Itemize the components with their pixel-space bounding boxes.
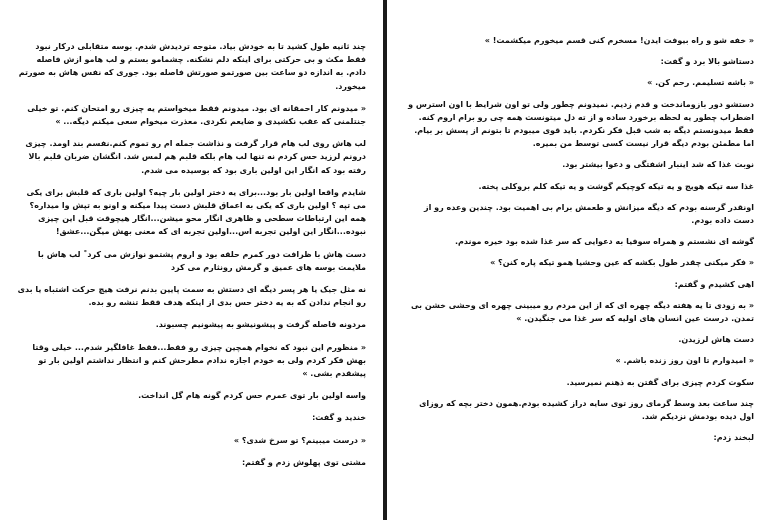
paragraph: نوبت غذا که شد اینبار اشفتگی و دعوا بیشتر بود. <box>562 160 754 170</box>
paragraph: دست هاش با ظرافت دور کمرم حلقه بود و اروم پشتمو نوازش می کرد˚ لب هاش با ملایمت بوسه های عمیق و گرمش رونثارم می کرد <box>37 249 366 272</box>
paragraph: مردونه فاصله گرفت و پیشونیشو به پیشونیم چسبوند. <box>155 320 366 330</box>
paragraph: لب هاش روی لب هام قرار گرفت و نذاشت جمله ام رو تموم کنم.نفسم بند اومد. چیزی درونم لرزید حس کردم نه تنها لب هام بلکه قلبم هم لمس شد. انگشان ضربان قلبم بالا رفته بود که انگار این اولین باری بود که بوسیده می شدم. <box>25 139 366 175</box>
paragraph: « درست میبینم؟ تو سرخ شدی؟ » <box>233 435 366 445</box>
page-divider <box>383 0 387 520</box>
paragraph: غذا سه تیکه هویج و یه تیکه کوچیکم گوشت و یه تیکه کلم بروکلی پخته. <box>478 181 754 191</box>
right-page <box>388 0 768 520</box>
paragraph: اونقدر گرسنه بودم که دیگه میزانش و طعمش برام بی اهمیت بود. چندین وعده رو از دست داده بودم. <box>424 202 754 226</box>
paragraph: « باشه تسلیمم. رحم کن. » <box>647 78 754 88</box>
paragraph: دستاشو بالا برد و گفت: <box>660 57 754 67</box>
paragraph: چند ساعت بعد وسط گرمای روز توی سایه دراز کشیده بودم.همون دختر بچه که روزای اول دیده بودمش نزدیکم شد. <box>419 398 754 422</box>
paragraph: « خفه شو و راه بیوفت ایدن! مسخرم کنی قسم میخورم میکشمت! » <box>484 36 754 45</box>
paragraph: لبخند زدم: <box>713 433 754 443</box>
paragraph: مشتی توی پهلوش زدم و گفتم: <box>241 457 366 467</box>
paragraph: « منظورم این نبود که نخوام همچین چیزی رو فقط...فقط غافلگیر شدم... خیلی وقتا بهش فکر کردم ولی به خودم اجازه ندادم مطرحش کنم و انتظار نداشتم اولین بار تو پیشقدم بشی. » <box>32 342 366 379</box>
paragraph: « به زودی تا یه هفته دیگه چهره ای که از این مردم رو میبینی چهره ای وحشی خشن بی تمدن. درست عین انسان های اولیه که سر غذا می جنگیدن. » <box>410 300 754 324</box>
paragraph: اهی کشیدم و گفتم: <box>674 279 754 289</box>
paragraph: « میدونم کار احمقانه ای بود. میدونم فقط میخواستم یه چیزی رو امتحان کنم. تو خیلی جنتلمنی که عقب نکشیدی و ضایعم نکردی. معذرت میخوام سعی میکنم دیگه... » <box>27 103 366 127</box>
paragraph: « امیدوارم تا اون روز زنده باشم. » <box>615 356 754 366</box>
paragraph: « فکر میکنی چقدر طول بکشه که عین وحشیا همو تیکه پاره کنن؟ » <box>490 258 754 268</box>
paragraph: چند ثانیه طول کشید تا به خودش بیاد. متوجه تردیدش شدم. بوسه متقابلی درکار نبود فقط مکث و بی حرکتی برای اینکه دلم نشکنه. چشمامو بستم و لب هامو ازش فاصله دادم. به اندازه دو ساعت بین صورتمو صورتش فاصله بود. جوری که نفس هاش به صورتم میخورد. <box>18 42 366 91</box>
paragraph: خندید و گفت: <box>312 413 366 423</box>
paragraph: گوشه ای نشستم و همراه سوفیا به دعوایی که سر غذا شده بود خیره موندم. <box>454 237 754 247</box>
paragraph: شایدم واقعا اولین بار بود...برای یه دختر اولین بار چیه؟ اولین باری که قلبش برای یکی می تپه ؟ اولین باری که یکی به اعماق قلبش دست پیدا میکنه و اونو به تپش وا میداره؟ همه این ارتباطات سطحی و ظاهری انگار محو میشن...انگار هیچوقت قبل این چیزی نبوده...انگار این اولین تجربه اس...اولین تجربه ای که معنی بهش میگن...عشق! <box>26 187 366 237</box>
left-page <box>0 0 382 520</box>
paragraph: نه مثل جیک یا هر پسر دیگه ای دستش به سمت پایین بدنم نرفت هیچ حرکت اشتباه یا بدی رو انجام ندادن که به یه دختر حس بدی از اینکه هدف فقط تنشه رو بده. <box>17 285 366 308</box>
paragraph: دستشو دور بازوماندخت و قدم زدیم. نمیدونم چطور ولی تو اون شرایط با اون استرس و اضطراب چطور یه لحظه برخورد ساده و از ته دل میتونست همه چی رو برام اروم کنه. فقط میدونستم دیگه به شب قبل فکر نکردم. باید قوی میبودم تا بتونم از پسش بر بیام. اما مطمئن بودم دیگه قرار نیست کسی توسط من بمیره. <box>408 99 754 149</box>
paragraph: واسه اولین بار توی عمرم حس کردم گونه هام گل انداخت. <box>138 391 366 401</box>
paragraph: دست هاش لرزیدن. <box>678 335 754 345</box>
paragraph: سکوت کردم چیزی برای گفتن به ذهنم نمیرسید. <box>566 377 754 387</box>
